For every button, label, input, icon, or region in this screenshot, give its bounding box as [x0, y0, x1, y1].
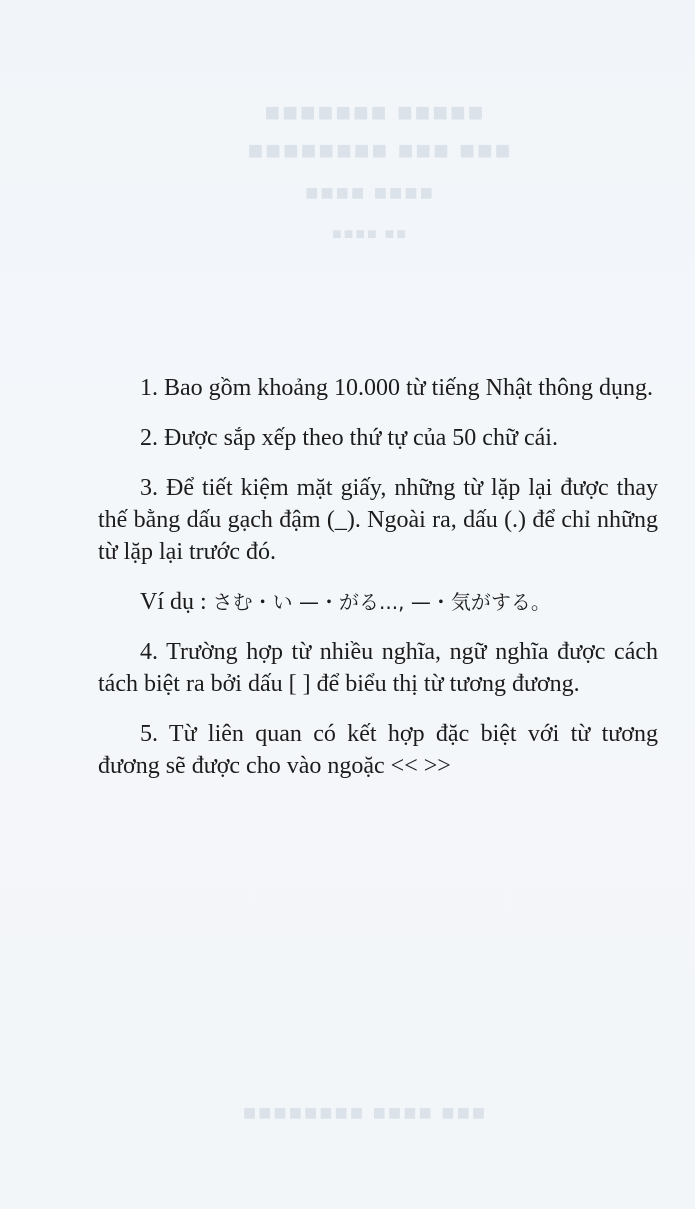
- bleed-through-text: ■■■■ ■■■■: [305, 180, 435, 205]
- note-item-2: 2. Được sắp xếp theo thứ tự của 50 chữ cái.: [140, 425, 558, 451]
- notes-list: [98, 372, 658, 800]
- note-item-5: 5. Từ liên quan có kết hợp đặc biệt với từ tương đương sẽ được cho vào ngoặc << >>: [98, 721, 658, 779]
- example-label: Ví dụ :: [140, 589, 207, 615]
- bleed-through-text: ■■■■■■■ ■■■■■: [264, 98, 486, 127]
- bleed-through-text: ■■■■ ■■: [332, 226, 408, 243]
- bleed-through-text: ■■■■■■■■ ■■■ ■■■: [247, 136, 513, 165]
- bleed-through-text: ■■■■■■■■ ■■■■ ■■■: [242, 1100, 488, 1125]
- example-line: [98, 586, 658, 618]
- note-item-1: 1. Bao gồm khoảng 10.000 từ tiếng Nhật thông dụng.: [140, 375, 653, 401]
- note-item-4: 4. Trường hợp từ nhiều nghĩa, ngữ nghĩa được cách tách biệt ra bởi dấu [ ] để biểu thị từ tương đương.: [98, 639, 658, 697]
- example-text: さむ・い —・がる..., —・気がする。: [212, 590, 551, 614]
- note-item-3: 3. Để tiết kiệm mặt giấy, những từ lặp lại được thay thế bằng dấu gạch đậm (_). Ngoài ra, dấu (.) để chỉ những từ lặp lại trước đó.: [98, 475, 658, 565]
